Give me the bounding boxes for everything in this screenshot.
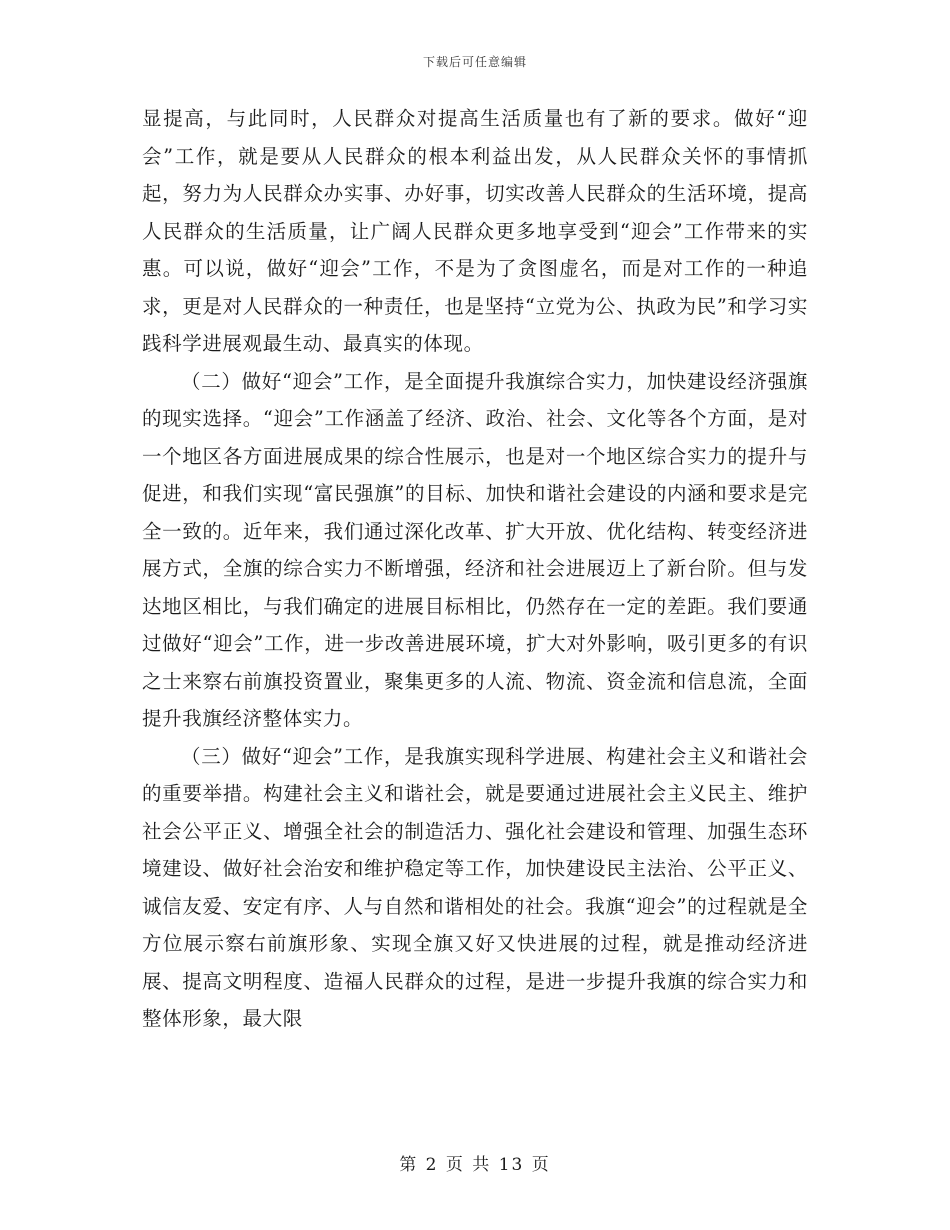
paragraph-continuation: 显提高，与此同时，人民群众对提高生活质量也有了新的要求。做好“迎会”工作，就是要从人民群众的根本利益出发，从人民群众关怀的事情抓起，努力为人民群众办实事、办好事，切实改善人民群众的生活环境，提高人民群众的生活质量，让广阔人民群众更多地享受到“迎会”工作带来的实惠。可以说，做好“迎会”工作，不是为了贪图虚名，而是对工作的一种追求，更是对人民群众的一种责任，也是坚持“立党为公、执政为民”和学习实践科学进展观最生动、最真实的体现。 [142, 107, 808, 355]
paragraph-section-3: （三）做好“迎会”工作，是我旗实现科学进展、构建社会主义和谐社会的重要举措。构建社会主义和谐社会，就是要通过进展社会主义民主、维护社会公平正义、增强全社会的制造活力、强化社会建设和管理、加强生态环境建设、做好社会治安和维护稳定等工作，加快建设民主法治、公平正义、诚信友爱、安定有序、人与自然和谐相处的社会。我旗“迎会”的过程就是全方位展示察右前旗形象、实现全旗又好又快进展的过程，就是推动经济进展、提高文明程度、造福人民群众的过程，是进一步提升我旗的综合实力和整体形象，最大限 [142, 744, 808, 1030]
document-body [142, 100, 808, 1038]
paragraph-section-2: （二）做好“迎会”工作，是全面提升我旗综合实力，加快建设经济强旗的现实选择。“迎会”工作涵盖了经济、政治、社会、文化等各个方面，是对一个地区各方面进展成果的综合性展示，也是对一个地区综合实力的提升与促进，和我们实现“富民强旗”的目标、加快和谐社会建设的内涵和要求是完全一致的。近年来，我们通过深化改革、扩大开放、优化结构、转变经济进展方式，全旗的综合实力不断增强，经济和社会进展迈上了新台阶。但与发达地区相比，与我们确定的进展目标相比，仍然存在一定的差距。我们要通过做好“迎会”工作，进一步改善进展环境，扩大对外影响，吸引更多的有识之士来察右前旗投资置业，聚集更多的人流、物流、资金流和信息流，全面提升我旗经济整体实力。 [142, 369, 808, 730]
page-header: 下载后可任意编辑 [422, 55, 527, 69]
page-number-footer: 第 2 页 共 13 页 [399, 1155, 551, 1175]
